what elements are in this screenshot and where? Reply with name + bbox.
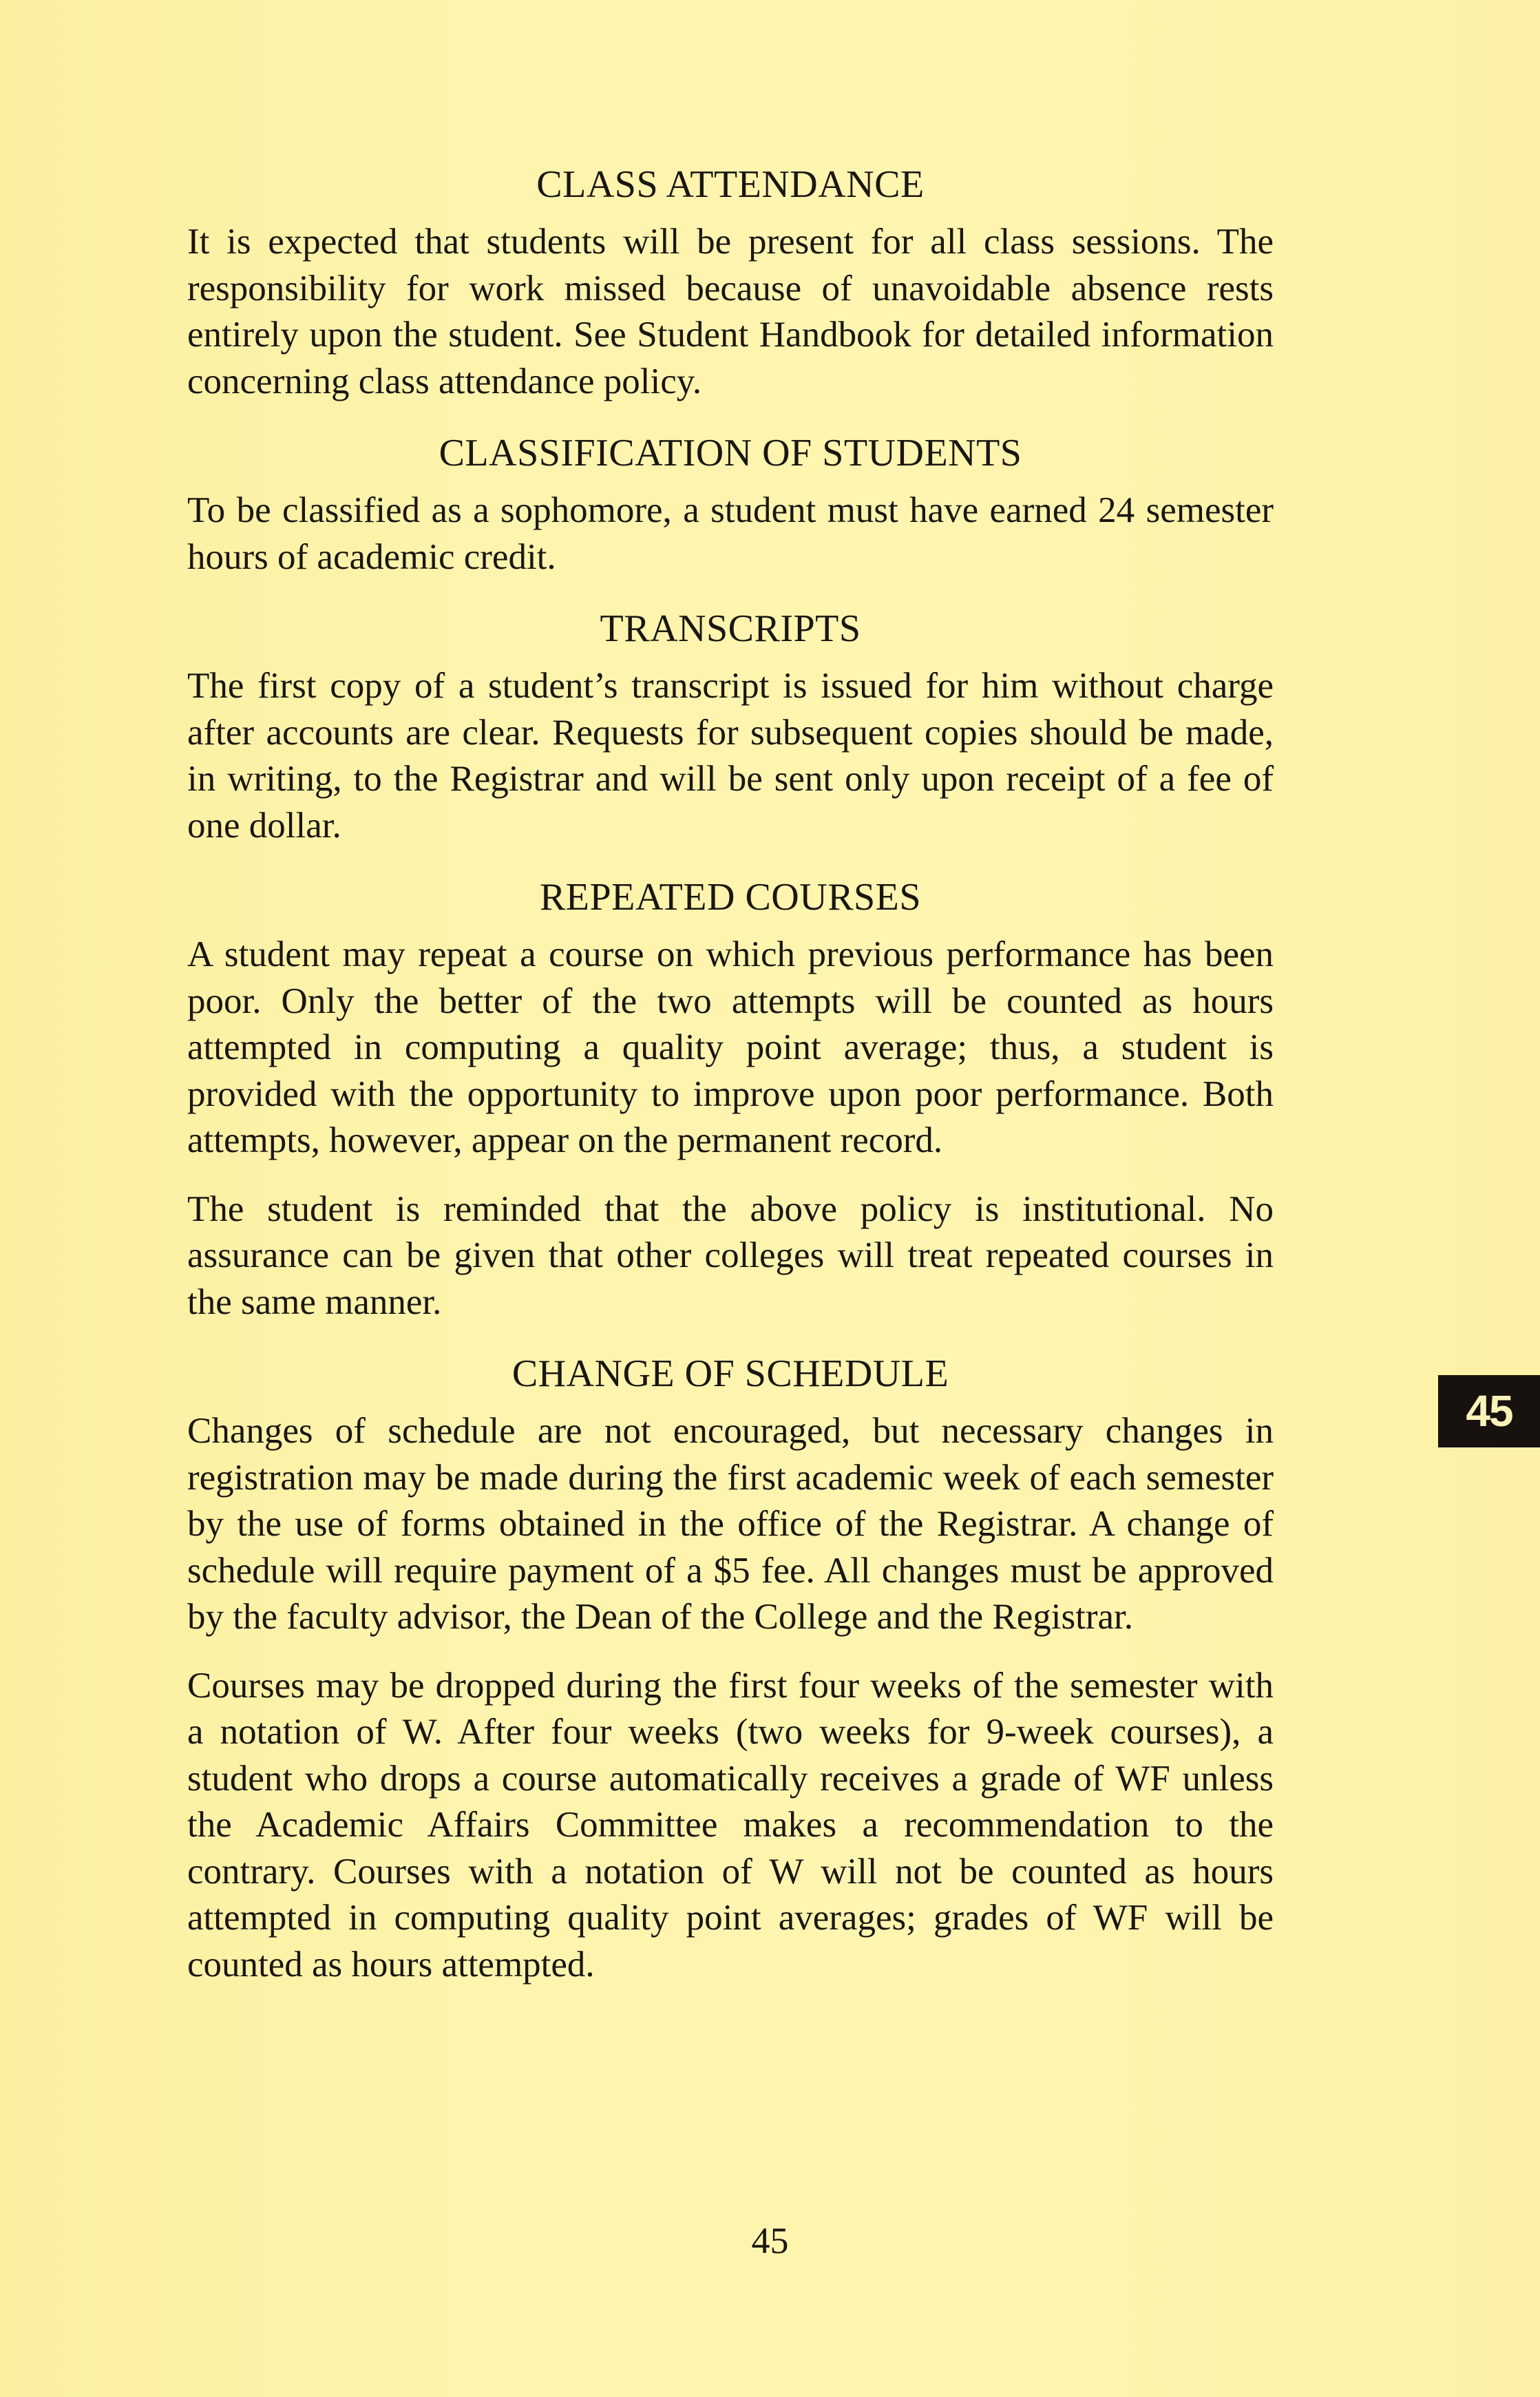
section-heading: CHANGE OF SCHEDULE (511, 1352, 949, 1395)
paragraph: Courses may be dropped during the first four weeks of the semester with a notation of W. After four weeks (two weeks for 9-week courses), a student who drops a course automatically receives a grade of WF unless the Academic Affairs Committee makes a recommendation to the contrary. Courses with a notation of W will not be counted as hours attempted in computing quality point averages; grades of WF will be counted as hours attempted. (187, 1665, 1274, 1985)
page-thumb-tab: 45 (1438, 1375, 1540, 1447)
section-heading: CLASSIFICATION OF STUDENTS (439, 432, 1022, 474)
paragraph: The first copy of a student’s transcript is issued for him without charge after accounts are clear. Requests for subsequent copies should be made, in writing, to the Registrar and will be sent only upon receipt of a fee of one dollar. (187, 666, 1274, 846)
section-heading: REPEATED COURSES (539, 876, 922, 919)
section-repeated-courses (187, 872, 1274, 1326)
paragraph: The student is reminded that the above policy is institutional. No assurance can be given that other colleges will treat repeated courses in the same manner. (187, 1189, 1274, 1322)
paragraph: A student may repeat a course on which previous performance has been poor. Only the better of the two attempts will be counted as hours attempted in computing a quality point average; thus, a student is provided with the opportunity to improve upon poor performance. Both attempts, however, appear on the permanent record. (187, 934, 1274, 1160)
document-page-body (187, 160, 1274, 2011)
section-heading: TRANSCRIPTS (600, 607, 861, 650)
section-classification-of-students (187, 428, 1274, 580)
page-number: 45 (751, 2220, 789, 2261)
paragraph: To be classified as a sophomore, a student must have earned 24 semester hours of academic credit. (187, 490, 1274, 577)
section-transcripts (187, 604, 1274, 849)
paragraph: Changes of schedule are not encouraged, but necessary changes in registration may be made during the first academic week of each semester by the use of forms obtained in the office of the Registrar. A change of schedule will require payment of a $5 fee. All changes must be approved by the faculty advisor, the Dean of the College and the Registrar. (187, 1411, 1274, 1637)
section-change-of-schedule (187, 1349, 1274, 1988)
paragraph: It is expected that students will be present for all class sessions. The responsibility for work missed because of unavoidable absence rests entirely upon the student. See Student Handbook for detailed information concerning class attendance policy. (187, 222, 1274, 401)
section-heading: CLASS ATTENDANCE (536, 163, 925, 206)
section-class-attendance (187, 160, 1274, 405)
